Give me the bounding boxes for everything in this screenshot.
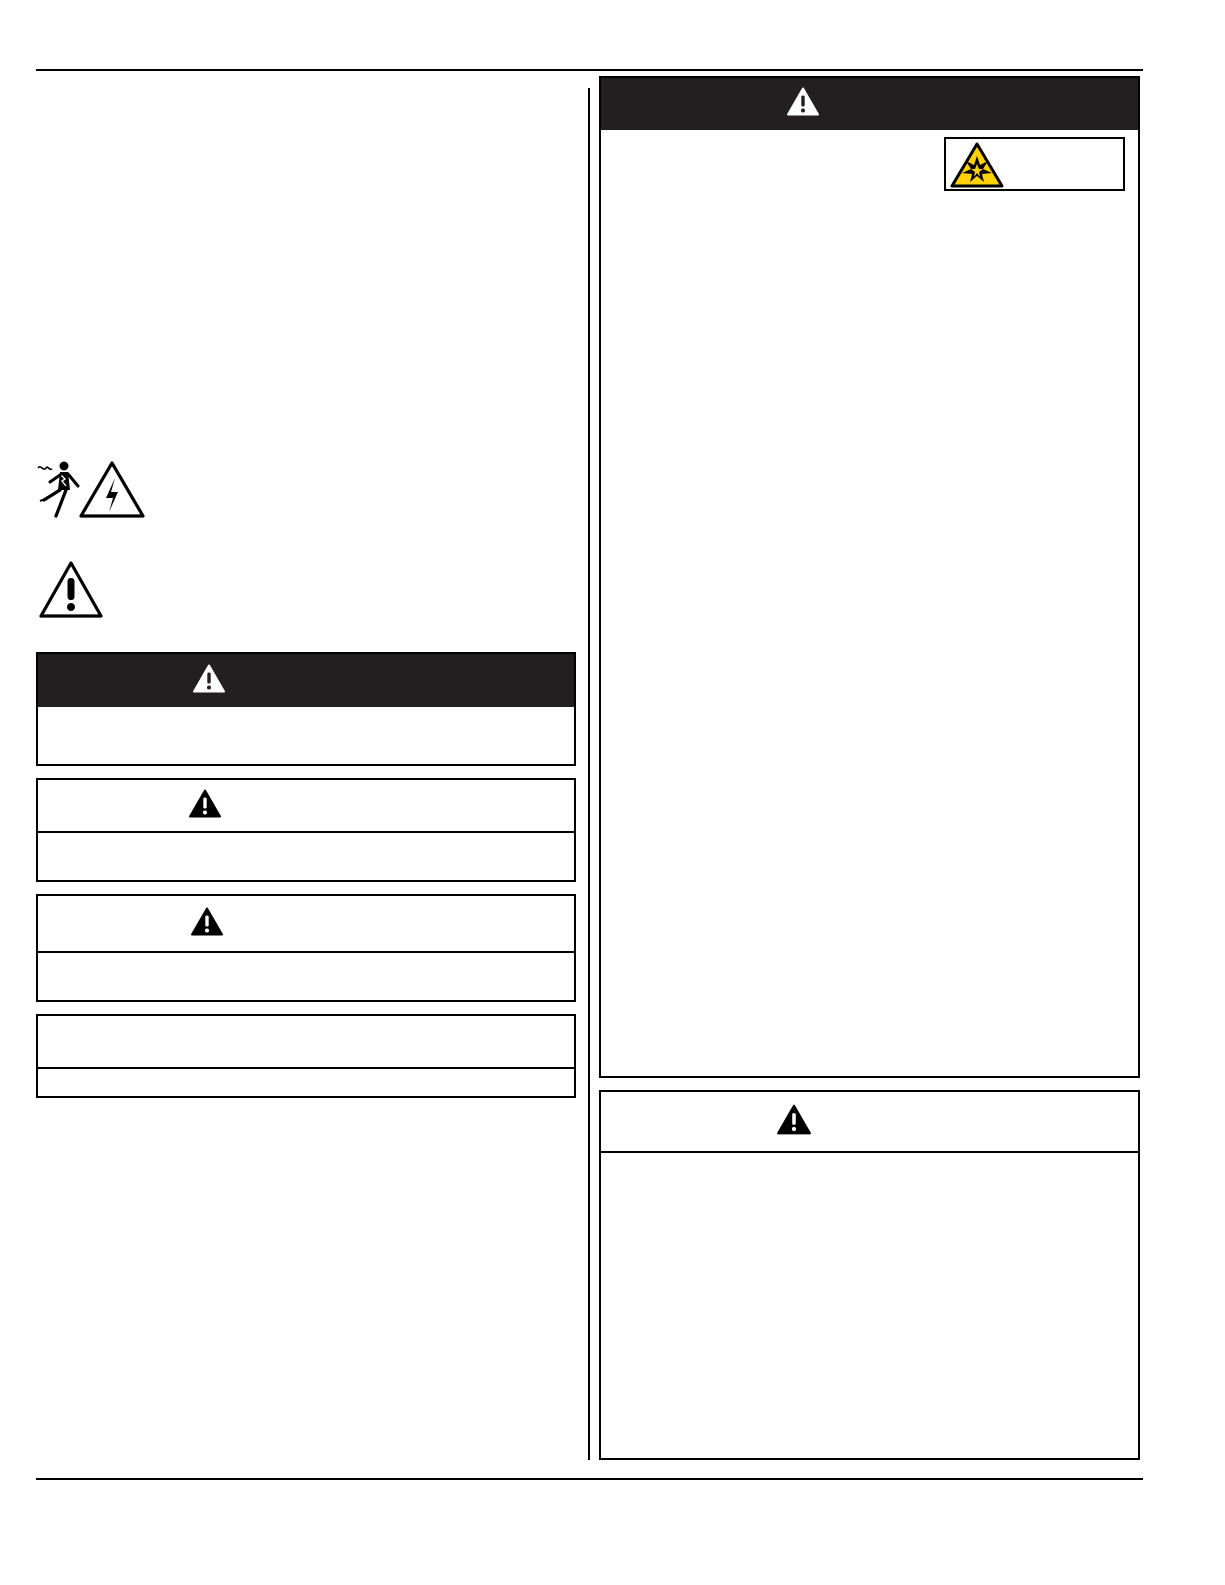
explosion-hazard-label — [944, 137, 1125, 191]
notice-box — [36, 1014, 576, 1098]
caution-header — [38, 896, 574, 953]
warning-body-right — [601, 1153, 1138, 1458]
danger-header — [38, 654, 574, 707]
danger-box-right — [599, 76, 1140, 1078]
explosion-hazard-icon — [950, 142, 1004, 193]
warning-header-right — [601, 1092, 1138, 1153]
warning-header — [38, 780, 574, 833]
notice-body — [38, 1069, 574, 1096]
high-voltage-triangle-icon — [78, 460, 146, 525]
danger-body — [38, 707, 574, 764]
exclamation-triangle-icon — [786, 87, 820, 122]
exclamation-triangle-icon — [188, 788, 222, 823]
column-divider — [588, 88, 590, 1460]
exclamation-triangle-icon — [192, 663, 226, 698]
exclamation-triangle-icon — [776, 1103, 812, 1140]
electrocution-person-icon — [36, 460, 84, 525]
notice-header — [38, 1016, 574, 1069]
danger-body-right — [601, 130, 1138, 1076]
exclamation-triangle-icon — [38, 560, 104, 625]
warning-box — [36, 778, 576, 882]
warning-body — [38, 833, 574, 880]
bottom-rule — [36, 1478, 1143, 1480]
top-rule — [36, 69, 1143, 71]
warning-box-right — [599, 1090, 1140, 1460]
danger-header-right — [601, 78, 1138, 130]
exclamation-triangle-icon — [190, 906, 224, 941]
danger-box — [36, 652, 576, 766]
caution-body — [38, 953, 574, 1000]
caution-box — [36, 894, 576, 1002]
